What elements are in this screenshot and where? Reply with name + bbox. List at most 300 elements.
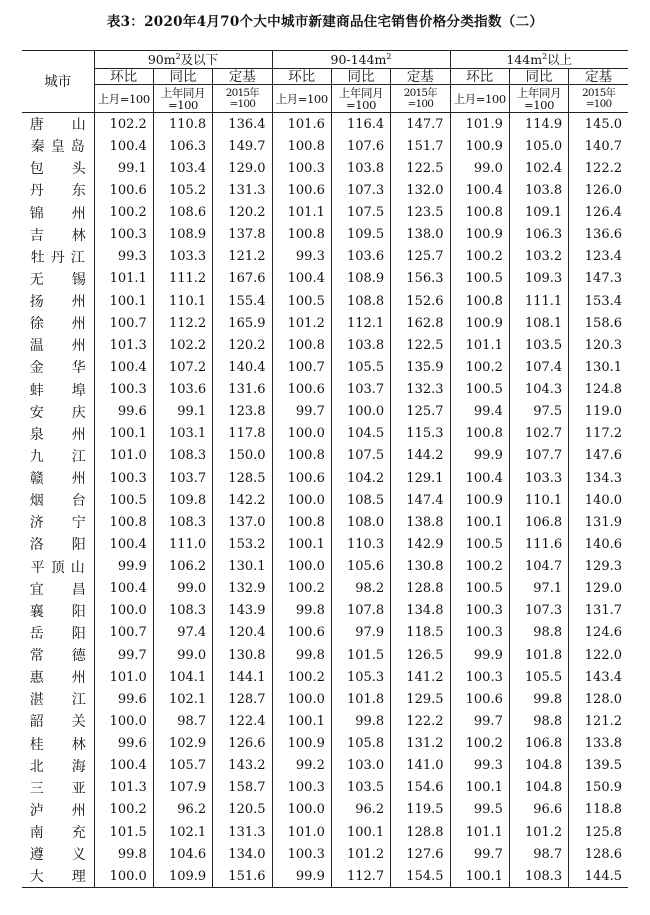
city-name: 丹东 [29, 183, 86, 200]
index-value: 100.9 [450, 135, 509, 157]
index-value: 144.5 [569, 865, 628, 888]
group-header-large: $144m^2$以上 [450, 51, 628, 69]
table-row [22, 179, 628, 201]
index-value: 99.8 [272, 600, 331, 622]
index-value: 100.4 [94, 533, 153, 555]
index-value: 122.0 [569, 644, 628, 666]
city-name: 遵义 [29, 847, 86, 864]
index-value: 110.3 [331, 533, 390, 555]
index-value: 123.8 [213, 401, 272, 423]
index-value: 100.0 [272, 489, 331, 511]
index-value: 122.2 [569, 157, 628, 179]
index-value: 99.2 [272, 755, 331, 777]
table-row [22, 157, 628, 179]
index-value: 104.7 [509, 556, 568, 578]
index-value: 100.1 [94, 423, 153, 445]
city-name: 蚌埠 [29, 382, 86, 399]
city-name: 桂林 [29, 736, 86, 753]
index-value: 100.3 [94, 224, 153, 246]
index-value: 98.7 [153, 710, 212, 732]
table-row [22, 224, 628, 246]
index-value: 151.7 [391, 135, 450, 157]
index-value: 108.0 [331, 511, 390, 533]
index-value: 100.8 [450, 423, 509, 445]
table-row [22, 113, 628, 136]
city-name: 牡丹江 [30, 249, 85, 266]
index-value: 100.3 [94, 379, 153, 401]
index-value: 143.9 [213, 600, 272, 622]
base-period-yoy: 上年同月=100 [331, 85, 390, 113]
index-value: 100.4 [94, 135, 153, 157]
index-value: 147.6 [569, 445, 628, 467]
city-name: 三亚 [29, 780, 86, 797]
table-row [22, 246, 628, 268]
index-value: 129.0 [569, 578, 628, 600]
index-value: 162.8 [391, 312, 450, 334]
index-value: 100.0 [94, 710, 153, 732]
index-value: 104.5 [331, 423, 390, 445]
index-value: 100.3 [272, 157, 331, 179]
index-value: 106.3 [153, 135, 212, 157]
table-row [22, 445, 628, 467]
index-value: 126.4 [569, 202, 628, 224]
index-value: 106.3 [509, 224, 568, 246]
index-value: 100.0 [272, 688, 331, 710]
index-value: 106.8 [509, 511, 568, 533]
index-value: 128.0 [569, 688, 628, 710]
index-value: 100.3 [94, 467, 153, 489]
index-value: 125.7 [391, 246, 450, 268]
index-value: 98.8 [509, 622, 568, 644]
index-value: 100.4 [272, 268, 331, 290]
index-value: 99.9 [94, 556, 153, 578]
index-value: 100.0 [272, 799, 331, 821]
index-value: 105.5 [331, 356, 390, 378]
index-value: 100.9 [272, 733, 331, 755]
index-value: 137.8 [213, 224, 272, 246]
index-value: 100.8 [450, 202, 509, 224]
index-value: 110.8 [153, 113, 212, 136]
index-value: 153.4 [569, 290, 628, 312]
table-row [22, 755, 628, 777]
city-name: 洛阳 [29, 537, 86, 554]
table-row [22, 821, 628, 843]
index-value: 102.9 [153, 733, 212, 755]
index-value: 100.5 [450, 533, 509, 555]
index-value: 129.5 [391, 688, 450, 710]
index-value: 152.6 [391, 290, 450, 312]
index-value: 107.3 [331, 179, 390, 201]
index-value: 101.1 [450, 821, 509, 843]
city-name: 岳阳 [29, 625, 86, 642]
index-value: 99.7 [450, 710, 509, 732]
index-value: 100.8 [272, 224, 331, 246]
index-value: 107.2 [153, 356, 212, 378]
index-value: 101.3 [94, 777, 153, 799]
city-name: 无锡 [29, 271, 86, 288]
index-value: 101.1 [272, 202, 331, 224]
table-row [22, 533, 628, 555]
index-value: 99.8 [94, 843, 153, 865]
index-value: 156.3 [391, 268, 450, 290]
table-row [22, 600, 628, 622]
index-value: 98.2 [331, 578, 390, 600]
index-value: 135.9 [391, 356, 450, 378]
subheader-mom: 环比 [94, 69, 153, 85]
index-value: 100.4 [450, 179, 509, 201]
index-value: 103.3 [153, 246, 212, 268]
index-value: 147.4 [391, 489, 450, 511]
index-value: 131.7 [569, 600, 628, 622]
index-value: 100.2 [450, 733, 509, 755]
city-name: 锦州 [29, 205, 86, 222]
index-value: 99.6 [94, 688, 153, 710]
index-value: 103.8 [331, 334, 390, 356]
index-value: 100.5 [450, 578, 509, 600]
index-value: 99.0 [153, 578, 212, 600]
index-value: 99.0 [450, 157, 509, 179]
index-value: 107.5 [331, 202, 390, 224]
index-value: 96.2 [153, 799, 212, 821]
index-value: 105.0 [509, 135, 568, 157]
index-value: 100.1 [272, 533, 331, 555]
index-value: 102.1 [153, 821, 212, 843]
city-name: 平顶山 [30, 559, 85, 576]
index-value: 101.1 [450, 334, 509, 356]
index-value: 108.9 [153, 224, 212, 246]
index-value: 130.8 [391, 556, 450, 578]
index-value: 105.5 [509, 666, 568, 688]
index-value: 105.7 [153, 755, 212, 777]
city-name: 惠州 [29, 670, 86, 687]
index-value: 96.2 [331, 799, 390, 821]
index-value: 104.1 [153, 666, 212, 688]
index-value: 132.0 [391, 179, 450, 201]
index-value: 103.8 [331, 157, 390, 179]
table-row [22, 865, 628, 888]
index-value: 137.0 [213, 511, 272, 533]
base-period-mom: 上月=100 [94, 85, 153, 113]
index-value: 116.4 [331, 113, 390, 136]
index-value: 99.7 [272, 401, 331, 423]
table-row [22, 467, 628, 489]
index-value: 103.6 [153, 379, 212, 401]
index-value: 119.0 [569, 401, 628, 423]
city-name: 北海 [29, 758, 86, 775]
index-value: 132.3 [391, 379, 450, 401]
index-value: 128.7 [213, 688, 272, 710]
index-value: 155.4 [213, 290, 272, 312]
index-value: 100.0 [331, 401, 390, 423]
index-value: 120.2 [213, 334, 272, 356]
index-value: 100.7 [94, 622, 153, 644]
city-name: 安庆 [29, 404, 86, 421]
index-value: 108.9 [331, 268, 390, 290]
index-value: 109.1 [509, 202, 568, 224]
index-value: 101.0 [272, 821, 331, 843]
index-value: 99.7 [94, 644, 153, 666]
city-name: 温州 [29, 338, 86, 355]
table-row [22, 135, 628, 157]
index-value: 100.4 [450, 467, 509, 489]
index-value: 101.9 [450, 113, 509, 136]
index-value: 117.2 [569, 423, 628, 445]
index-value: 153.2 [213, 533, 272, 555]
index-value: 100.9 [450, 224, 509, 246]
index-value: 107.6 [331, 135, 390, 157]
index-value: 103.2 [509, 246, 568, 268]
city-name: 泉州 [29, 426, 86, 443]
table-row [22, 312, 628, 334]
city-name: 包头 [29, 161, 86, 178]
index-value: 100.8 [272, 135, 331, 157]
index-value: 142.2 [213, 489, 272, 511]
index-value: 102.1 [153, 688, 212, 710]
index-value: 99.9 [450, 644, 509, 666]
index-value: 100.8 [272, 511, 331, 533]
table-row [22, 202, 628, 224]
index-value: 136.4 [213, 113, 272, 136]
index-value: 100.5 [450, 379, 509, 401]
index-value: 99.4 [450, 401, 509, 423]
index-value: 101.2 [509, 821, 568, 843]
table-row [22, 511, 628, 533]
table-row [22, 578, 628, 600]
table-row [22, 799, 628, 821]
index-value: 101.5 [331, 644, 390, 666]
index-value: 128.6 [569, 843, 628, 865]
index-value: 100.6 [272, 467, 331, 489]
index-value: 119.5 [391, 799, 450, 821]
base-period-yoy: 上年同月=100 [153, 85, 212, 113]
index-value: 134.3 [569, 467, 628, 489]
index-value: 104.6 [153, 843, 212, 865]
index-value: 108.6 [153, 202, 212, 224]
table-row [22, 290, 628, 312]
index-value: 100.0 [272, 556, 331, 578]
index-value: 100.1 [94, 290, 153, 312]
index-value: 100.2 [450, 356, 509, 378]
index-value: 100.8 [272, 445, 331, 467]
city-name: 赣州 [29, 471, 86, 488]
table-row [22, 423, 628, 445]
index-value: 97.5 [509, 401, 568, 423]
table-row [22, 379, 628, 401]
index-value: 99.3 [272, 246, 331, 268]
index-value: 103.6 [331, 246, 390, 268]
city-name: 济宁 [29, 515, 86, 532]
index-value: 101.5 [94, 821, 153, 843]
index-value: 100.4 [94, 578, 153, 600]
index-value: 99.8 [331, 710, 390, 732]
index-value: 120.5 [213, 799, 272, 821]
index-value: 130.1 [569, 356, 628, 378]
index-value: 138.8 [391, 511, 450, 533]
index-value: 131.2 [391, 733, 450, 755]
index-value: 150.9 [569, 777, 628, 799]
base-period-base: 2015年=100 [569, 85, 628, 113]
index-value: 102.4 [509, 157, 568, 179]
index-value: 100.5 [272, 290, 331, 312]
index-value: 150.0 [213, 445, 272, 467]
index-value: 143.4 [569, 666, 628, 688]
index-value: 117.8 [213, 423, 272, 445]
city-name: 金华 [29, 360, 86, 377]
index-value: 111.2 [153, 268, 212, 290]
index-value: 111.0 [153, 533, 212, 555]
index-value: 108.8 [331, 290, 390, 312]
city-name: 常德 [29, 648, 86, 665]
subheader-yoy: 同比 [153, 69, 212, 85]
index-value: 132.9 [213, 578, 272, 600]
index-value: 114.9 [509, 113, 568, 136]
index-value: 97.4 [153, 622, 212, 644]
index-value: 167.6 [213, 268, 272, 290]
index-value: 122.5 [391, 157, 450, 179]
city-name: 吉林 [29, 227, 86, 244]
index-value: 100.4 [94, 755, 153, 777]
subheader-yoy: 同比 [509, 69, 568, 85]
index-value: 108.1 [509, 312, 568, 334]
index-value: 101.2 [272, 312, 331, 334]
index-value: 140.6 [569, 533, 628, 555]
index-value: 140.7 [569, 135, 628, 157]
city-name: 韶关 [29, 714, 86, 731]
index-value: 97.9 [331, 622, 390, 644]
table-row [22, 268, 628, 290]
group-header-medium: $90-144m^2$ [272, 51, 450, 69]
index-value: 111.1 [509, 290, 568, 312]
index-value: 106.2 [153, 556, 212, 578]
city-column-header: 城市 [22, 51, 94, 113]
city-name: 襄阳 [29, 603, 86, 620]
index-value: 131.3 [213, 179, 272, 201]
group-header-small: $90m^2$及以下 [94, 51, 272, 69]
index-value: 165.9 [213, 312, 272, 334]
index-value: 105.2 [153, 179, 212, 201]
index-value: 128.8 [391, 578, 450, 600]
table-row [22, 843, 628, 865]
index-value: 99.9 [450, 445, 509, 467]
index-value: 100.9 [450, 489, 509, 511]
index-value: 104.2 [331, 467, 390, 489]
index-value: 158.6 [569, 312, 628, 334]
index-value: 147.3 [569, 268, 628, 290]
table-row [22, 356, 628, 378]
index-value: 122.5 [391, 334, 450, 356]
city-name: 泸州 [29, 802, 86, 819]
table-row [22, 489, 628, 511]
index-value: 100.3 [450, 666, 509, 688]
subheader-base: 定基 [391, 69, 450, 85]
table-row [22, 710, 628, 732]
index-value: 129.3 [569, 556, 628, 578]
index-value: 96.6 [509, 799, 568, 821]
index-value: 99.6 [94, 733, 153, 755]
table-row [22, 688, 628, 710]
base-period-base: 2015年=100 [213, 85, 272, 113]
index-value: 100.2 [94, 799, 153, 821]
index-value: 127.6 [391, 843, 450, 865]
index-value: 103.3 [509, 467, 568, 489]
table-row [22, 401, 628, 423]
city-name: 九江 [29, 448, 86, 465]
index-value: 118.5 [391, 622, 450, 644]
index-value: 100.8 [94, 511, 153, 533]
index-value: 142.9 [391, 533, 450, 555]
index-value: 105.3 [331, 666, 390, 688]
index-value: 130.8 [213, 644, 272, 666]
table-title: 表3：2020年4月70个大中城市新建商品住宅销售价格分类指数（二） [106, 14, 544, 30]
index-value: 126.5 [391, 644, 450, 666]
index-value: 108.3 [153, 600, 212, 622]
subheader-yoy: 同比 [331, 69, 390, 85]
index-value: 109.5 [331, 224, 390, 246]
index-value: 120.3 [569, 334, 628, 356]
index-value: 100.5 [94, 489, 153, 511]
index-value: 103.5 [509, 334, 568, 356]
index-value: 100.0 [94, 600, 153, 622]
index-value: 100.1 [450, 865, 509, 888]
index-value: 100.8 [450, 290, 509, 312]
index-value: 141.0 [391, 755, 450, 777]
city-name: 扬州 [29, 294, 86, 311]
index-value: 158.7 [213, 777, 272, 799]
index-value: 98.8 [509, 710, 568, 732]
index-value: 106.8 [509, 733, 568, 755]
city-name: 大理 [22, 865, 94, 888]
index-value: 112.1 [331, 312, 390, 334]
index-value: 154.6 [391, 777, 450, 799]
index-value: 108.3 [153, 511, 212, 533]
index-value: 103.7 [153, 467, 212, 489]
index-value: 103.7 [331, 379, 390, 401]
index-value: 100.2 [272, 578, 331, 600]
index-value: 124.6 [569, 622, 628, 644]
index-value: 134.0 [213, 843, 272, 865]
index-value: 107.4 [509, 356, 568, 378]
index-value: 101.1 [94, 268, 153, 290]
table-row [22, 777, 628, 799]
index-value: 123.5 [391, 202, 450, 224]
table-row [22, 733, 628, 755]
base-period-yoy: 上年同月=100 [509, 85, 568, 113]
table-row [22, 334, 628, 356]
index-value: 99.9 [272, 865, 331, 888]
index-value: 120.2 [213, 202, 272, 224]
index-value: 112.7 [331, 865, 390, 888]
base-period-mom: 上月=100 [272, 85, 331, 113]
index-value: 100.2 [94, 202, 153, 224]
index-value: 99.6 [94, 401, 153, 423]
city-name: 唐山 [29, 117, 86, 134]
table-row [22, 622, 628, 644]
index-value: 154.5 [391, 865, 450, 888]
index-value: 109.3 [509, 268, 568, 290]
subheader-mom: 环比 [450, 69, 509, 85]
index-value: 103.0 [331, 755, 390, 777]
index-value: 103.8 [509, 179, 568, 201]
index-value: 138.0 [391, 224, 450, 246]
index-value: 128.8 [391, 821, 450, 843]
index-value: 141.2 [391, 666, 450, 688]
table-row [22, 666, 628, 688]
index-value: 122.2 [391, 710, 450, 732]
index-value: 108.3 [509, 865, 568, 888]
index-value: 136.6 [569, 224, 628, 246]
index-value: 110.1 [509, 489, 568, 511]
index-value: 107.5 [331, 445, 390, 467]
